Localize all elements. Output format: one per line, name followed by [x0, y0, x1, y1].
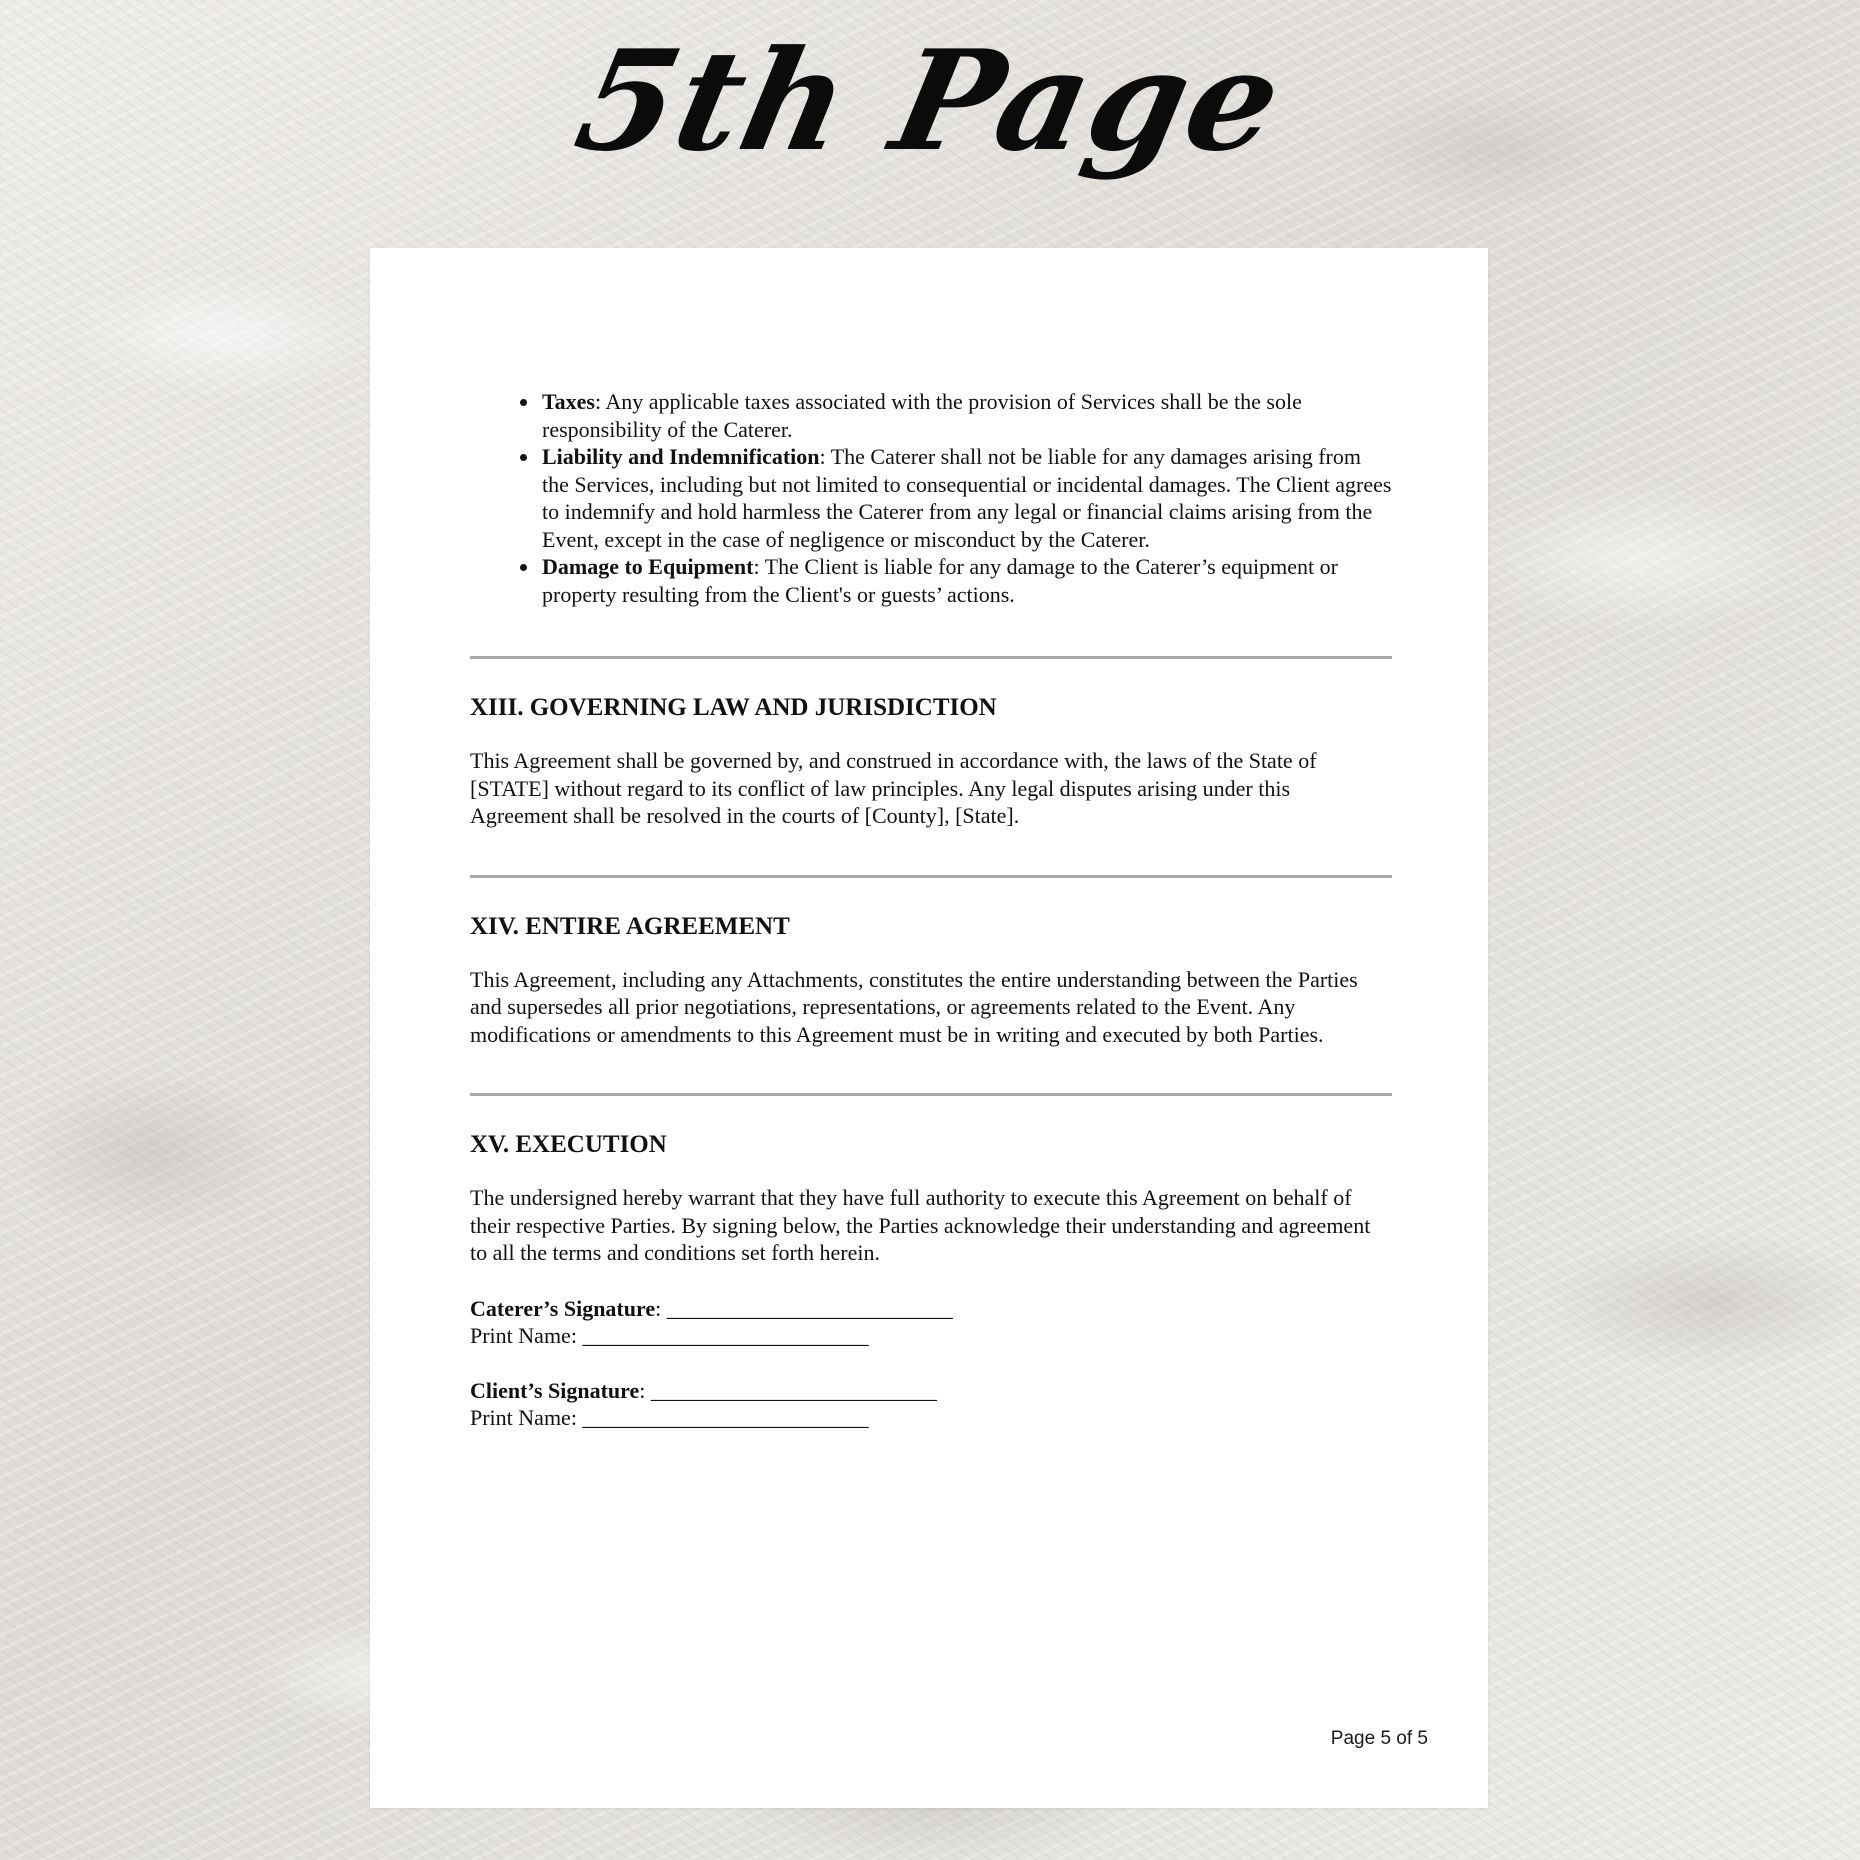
caterer-signature-row [470, 1295, 1392, 1323]
client-signature-block [470, 1377, 1392, 1432]
document-page [370, 248, 1488, 1808]
section-heading: XV. EXECUTION [470, 1131, 667, 1158]
caterer-print-name-row [470, 1322, 1392, 1350]
section-body: This Agreement, including any Attachments, constitutes the entire understanding between the Parties and supersedes all prior negotiations, representations, or agreements related to the Event. Any modifications or amendments to this Agreement must be in writing and executed by both Parties. [470, 966, 1358, 1047]
separator: : [655, 1295, 667, 1321]
term-text: : The Client is liable for any damage to the Caterer’s equipment or property resulting from the Client's or guests’ actions. [542, 554, 1338, 607]
client-print-name-row [470, 1404, 1392, 1432]
term-text: : Any applicable taxes associated with the provision of Services shall be the sole responsibility of the Caterer. [542, 389, 1302, 442]
section-heading: XIII. GOVERNING LAW AND JURISDICTION [470, 694, 997, 721]
caterer-signature-block [470, 1295, 1392, 1350]
caterer-print-name-field[interactable]: __________________________ [582, 1323, 869, 1348]
term-label: Taxes [542, 389, 595, 414]
list-item [540, 443, 1392, 553]
list-item [540, 388, 1392, 443]
client-signature-row [470, 1377, 1392, 1405]
section-execution [470, 1130, 1392, 1267]
caterer-signature-field[interactable]: __________________________ [666, 1295, 953, 1321]
page-number: Page 5 of 5 [1330, 1728, 1428, 1749]
section-body: This Agreement shall be governed by, and construed in accordance with, the laws of the State of [STATE] without regard to its conflict of law principles. Any legal disputes arising under this Agreement shall be resolved in the courts of [County], [State]. [470, 748, 1317, 828]
client-print-name-field[interactable]: __________________________ [582, 1405, 869, 1430]
list-item [540, 553, 1392, 608]
term-label: Damage to Equipment [542, 554, 754, 579]
terms-list [470, 388, 1392, 608]
section-divider [470, 875, 1392, 878]
section-divider [470, 1093, 1392, 1096]
section-body: The undersigned hereby warrant that they have full authority to execute this Agreement on behalf of their respective Parties. By signing below, the Parties acknowledge their understanding and agreement to all the terms and conditions set forth herein. [470, 1185, 1371, 1265]
section-entire-agreement [470, 912, 1392, 1049]
section-governing-law [470, 693, 1392, 830]
caterer-signature-label: Caterer’s Signature [470, 1295, 656, 1321]
section-divider [470, 656, 1392, 659]
separator: : [639, 1377, 651, 1403]
print-name-label: Print Name: [470, 1323, 583, 1348]
term-label: Liability and Indemnification [542, 444, 820, 469]
term-text: : The Caterer shall not be liable for any damages arising from the Services, including but not limited to consequential or incidental damages. The Client agrees to indemnify and hold harmless the Caterer from any legal or financial claims arising from the Event, except in the case of negligence or misconduct by the Caterer. [542, 444, 1392, 552]
section-heading: XIV. ENTIRE AGREEMENT [470, 912, 790, 940]
client-signature-field[interactable]: __________________________ [650, 1377, 937, 1403]
print-name-label: Print Name: [470, 1405, 583, 1430]
document-body [470, 388, 1392, 1432]
client-signature-label: Client’s Signature [470, 1377, 640, 1403]
page-heading: 5th Page [563, 19, 1297, 182]
